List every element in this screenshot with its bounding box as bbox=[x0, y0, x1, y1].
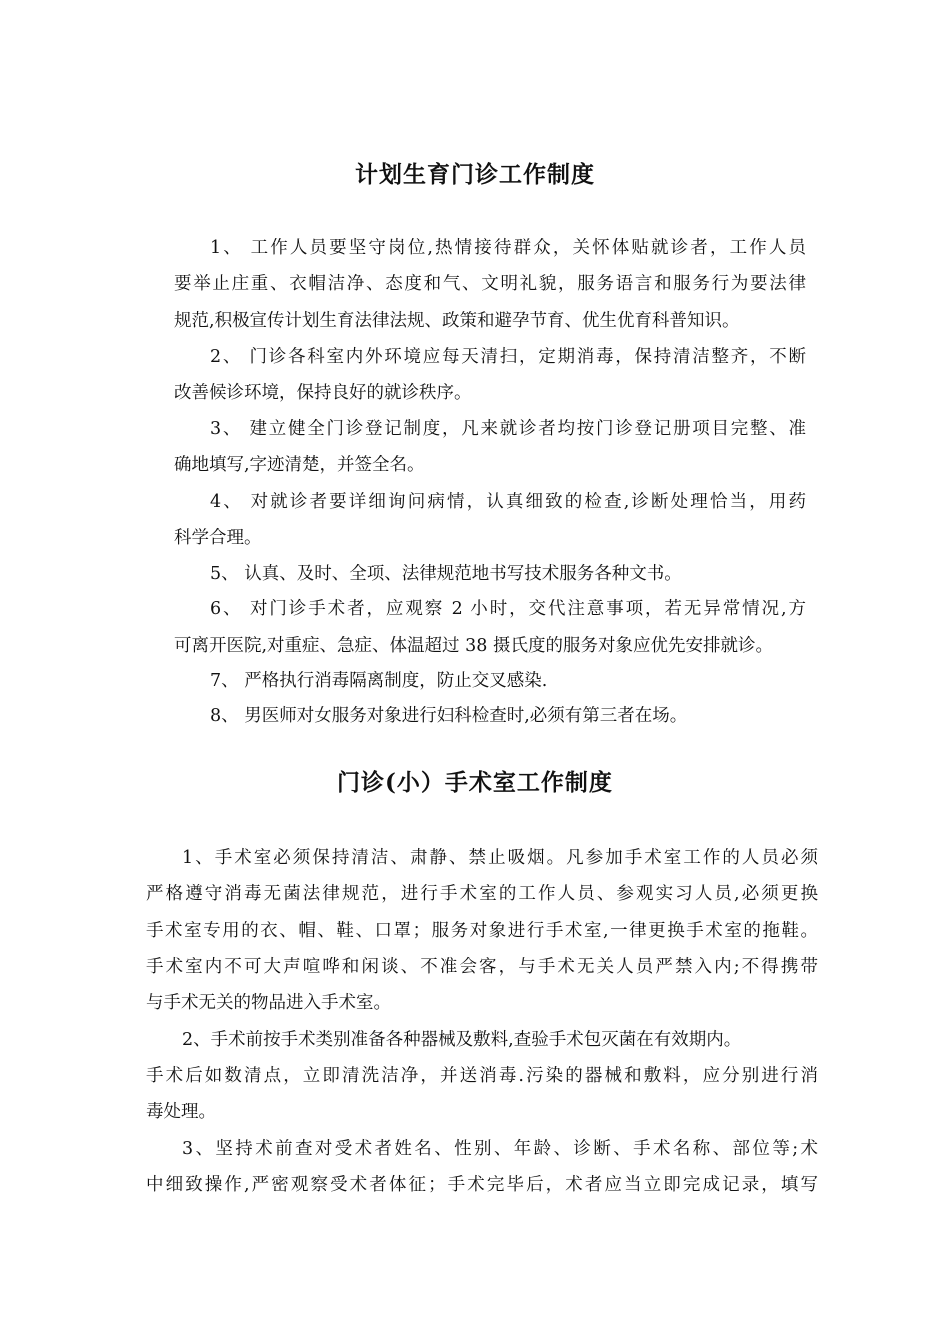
section-1-line: 3、 建立健全门诊登记制度，凡来就诊者均按门诊登记册项目完整、准 bbox=[210, 419, 806, 439]
section-2-title: 门诊(小）手术室工作制度 bbox=[337, 769, 613, 796]
section-2-line: 中细致操作,严密观察受术者体征；手术完毕后，术者应当立即完成记录，填写 bbox=[146, 1175, 818, 1195]
section-2-line: 严格遵守消毒无菌法律规范，进行手术室的工作人员、参观实习人员,必须更换 bbox=[146, 884, 818, 904]
section-2-line: 2、手术前按手术类别准备各种器械及敷料,查验手术包灭菌在有效期内。 bbox=[182, 1030, 742, 1050]
section-1-line: 5、 认真、及时、全项、法律规范地书写技术服务各种文书。 bbox=[210, 564, 682, 584]
section-2-line: 手术室内不可大声喧哗和闲谈、不准会客，与手术无关人员严禁入内;不得携带 bbox=[146, 957, 818, 977]
section-2-line: 3、坚持术前查对受术者姓名、性别、年龄、诊断、手术名称、部位等;术 bbox=[182, 1139, 818, 1159]
section-1-line: 规范,积极宣传计划生育法律法规、政策和避孕节育、优生优育科普知识。 bbox=[174, 311, 740, 331]
section-2-line: 1、手术室必须保持清洁、肃静、禁止吸烟。凡参加手术室工作的人员必须 bbox=[182, 848, 818, 868]
section-2-line: 与手术无关的物品进入手术室。 bbox=[146, 993, 391, 1013]
section-1-line: 7、 严格执行消毒隔离制度，防止交叉感染. bbox=[210, 671, 548, 691]
section-1-line: 6、 对门诊手术者，应观察 2 小时，交代注意事项，若无异常情况,方 bbox=[210, 599, 806, 619]
section-2-line: 手术后如数清点，立即清洗洁净，并送消毒.污染的器械和敷料，应分别进行消 bbox=[146, 1066, 818, 1086]
section-2-line: 毒处理。 bbox=[146, 1102, 216, 1122]
section-2-line: 手术室专用的衣、帽、鞋、口罩；服务对象进行手术室,一律更换手术室的拖鞋。 bbox=[146, 921, 818, 941]
section-1-line: 改善候诊环境，保持良好的就诊秩序。 bbox=[174, 383, 472, 403]
section-1-line: 要举止庄重、衣帽洁净、态度和气、文明礼貌，服务语言和服务行为要法律 bbox=[174, 274, 806, 294]
section-1-line: 确地填写,字迹清楚，并签全名。 bbox=[174, 455, 425, 475]
section-1-line: 科学合理。 bbox=[174, 528, 262, 548]
section-1-title: 计划生育门诊工作制度 bbox=[355, 161, 595, 188]
section-1-line: 4、 对就诊者要详细询问病情，认真细致的检查,诊断处理恰当，用药 bbox=[210, 492, 806, 512]
section-1-line: 8、 男医师对女服务对象进行妇科检查时,必须有第三者在场。 bbox=[210, 706, 688, 726]
section-1-line: 1、 工作人员要坚守岗位,热情接待群众，关怀体贴就诊者，工作人员 bbox=[210, 238, 806, 258]
section-1-line: 可离开医院,对重症、急症、体温超过 38 摄氏度的服务对象应优先安排就诊。 bbox=[174, 636, 773, 656]
section-1-line: 2、 门诊各科室内外环境应每天清扫，定期消毒，保持清洁整齐，不断 bbox=[210, 347, 806, 367]
